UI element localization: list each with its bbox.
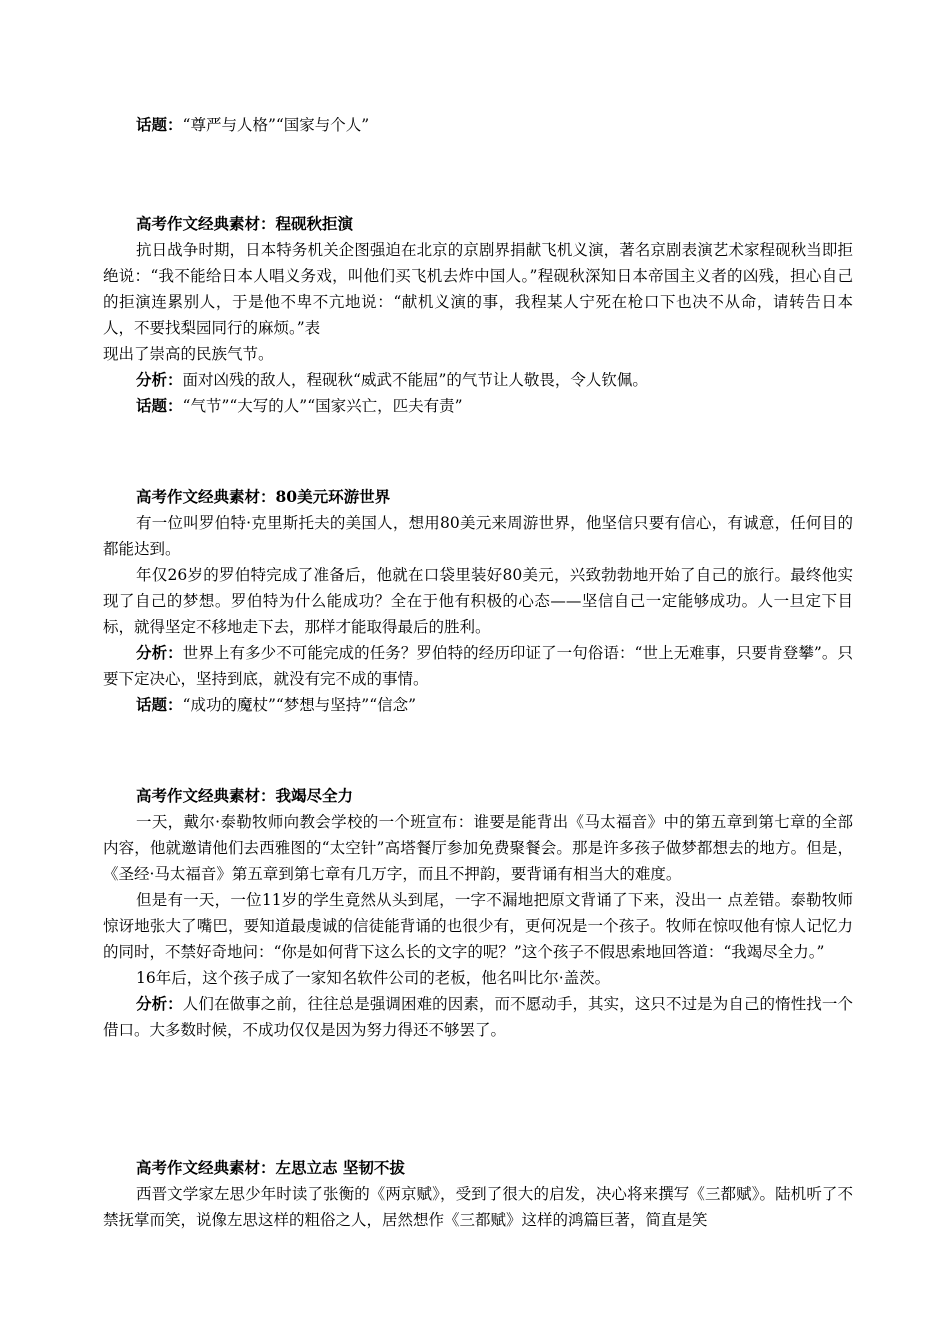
- topic-line: [103, 393, 853, 419]
- paragraph-continuation: 现出了崇高的民族气节。: [103, 345, 274, 363]
- section-80-dollars: [103, 484, 853, 718]
- analysis-line: [103, 367, 853, 393]
- paragraph: 西晋文学家左思少年时读了张衡的《两京赋》，受到了很大的启发，决心将来撰写《三都赋》。陆机听了不禁抚掌而笑，说像左思这样的粗俗之人，居然想作《三都赋》这样的鸿篇巨著，简直是笑: [103, 1185, 853, 1229]
- paragraph: 一天，戴尔·泰勒牧师向教会学校的一个班宣布：谁要是能背出《马太福音》中的第五章到第七章的全部内容，他就邀请他们去西雅图的“太空针”高塔餐厅参加免费聚餐会。那是许多孩子做梦都想去的地方。但是，《圣经·马太福音》第五章到第七章有几万字，而且不押韵，要背诵有相当大的难度。: [103, 813, 853, 883]
- topic-line: [103, 692, 853, 718]
- analysis-line: [103, 991, 853, 1043]
- topic-label: 话题：: [136, 396, 183, 415]
- paragraph: 抗日战争时期，日本特务机关企图强迫在北京的京剧界捐献飞机义演，著名京剧表演艺术家程砚秋当即拒绝说：“我不能给日本人唱义务戏，叫他们买飞机去炸中国人。”程砚秋深知日本帝国主义者的凶残，担心自己的拒演连累别人，于是他不卑不亢地说：“献机义演的事，我程某人宁死在枪口下也决不从命，请转告日本人，不要找梨园同行的麻烦。”表: [103, 241, 853, 337]
- paragraph: 有一位叫罗伯特·克里斯托夫的美国人，想用80美元来周游世界，他坚信只要有信心，有诚意，任何目的都能达到。: [103, 514, 853, 558]
- section-title: 高考作文经典素材：我竭尽全力: [136, 786, 354, 805]
- section-zuo-si: [103, 1155, 853, 1233]
- topic-text: “成功的魔杖”“梦想与坚持”“信念”: [182, 696, 417, 714]
- paragraph: 16年后，这个孩子成了一家知名软件公司的老板，他名叫比尔·盖茨。: [136, 969, 611, 987]
- section-title: 高考作文经典素材：程砚秋拒演: [136, 214, 354, 233]
- analysis-text: 人们在做事之前，往往总是强调困难的因素，而不愿动手，其实，这只不过是为自己的惰性找一个借口。大多数时候，不成功仅仅是因为努力得还不够罢了。: [103, 995, 853, 1039]
- topic-line: [103, 112, 853, 138]
- topic-text: “气节”“大写的人”“国家兴亡，匹夫有责”: [182, 397, 463, 415]
- section-title: 高考作文经典素材：80美元环游世界: [136, 487, 391, 506]
- analysis-label: 分析：: [136, 643, 183, 662]
- analysis-label: 分析：: [136, 994, 183, 1013]
- section-cheng-yanqiu: [103, 211, 853, 419]
- analysis-line: [103, 640, 853, 692]
- analysis-label: 分析：: [136, 370, 183, 389]
- paragraph: 但是有一天，一位11岁的学生竟然从头到尾，一字不漏地把原文背诵了下来，没出一 点差错。泰勒牧师惊讶地张大了嘴巴，要知道最虔诚的信徒能背诵的也很少有，更何况是一个孩子。牧师在惊叹他有惊人记忆力的同时，不禁好奇地问：“你是如何背下这么长的文字的呢？”这个孩子不假思索地回答道：“我竭尽全力。”: [103, 891, 853, 961]
- topic-text: “尊严与人格”“国家与个人”: [182, 116, 370, 134]
- top-topic: [103, 112, 853, 138]
- analysis-text: 面对凶残的敌人，程砚秋“威武不能屈”的气节让人敬畏，令人钦佩。: [182, 371, 648, 389]
- analysis-text: 世界上有多少不可能完成的任务？罗伯特的经历印证了一句俗语：“世上无难事，只要肯登攀”。只要下定决心，坚持到底，就没有完不成的事情。: [103, 644, 853, 688]
- topic-label: 话题：: [136, 115, 183, 134]
- section-best-effort: [103, 783, 853, 1043]
- section-title: 高考作文经典素材：左思立志 坚韧不拔: [136, 1158, 405, 1177]
- paragraph: 年仅26岁的罗伯特完成了准备后，他就在口袋里装好80美元，兴致勃勃地开始了自己的旅行。最终他实现了自己的梦想。罗伯特为什么能成功？全在于他有积极的心态——坚信自己一定能够成功。人一旦定下目标，就得坚定不移地走下去，那样才能取得最后的胜利。: [103, 566, 853, 636]
- topic-label: 话题：: [136, 695, 183, 714]
